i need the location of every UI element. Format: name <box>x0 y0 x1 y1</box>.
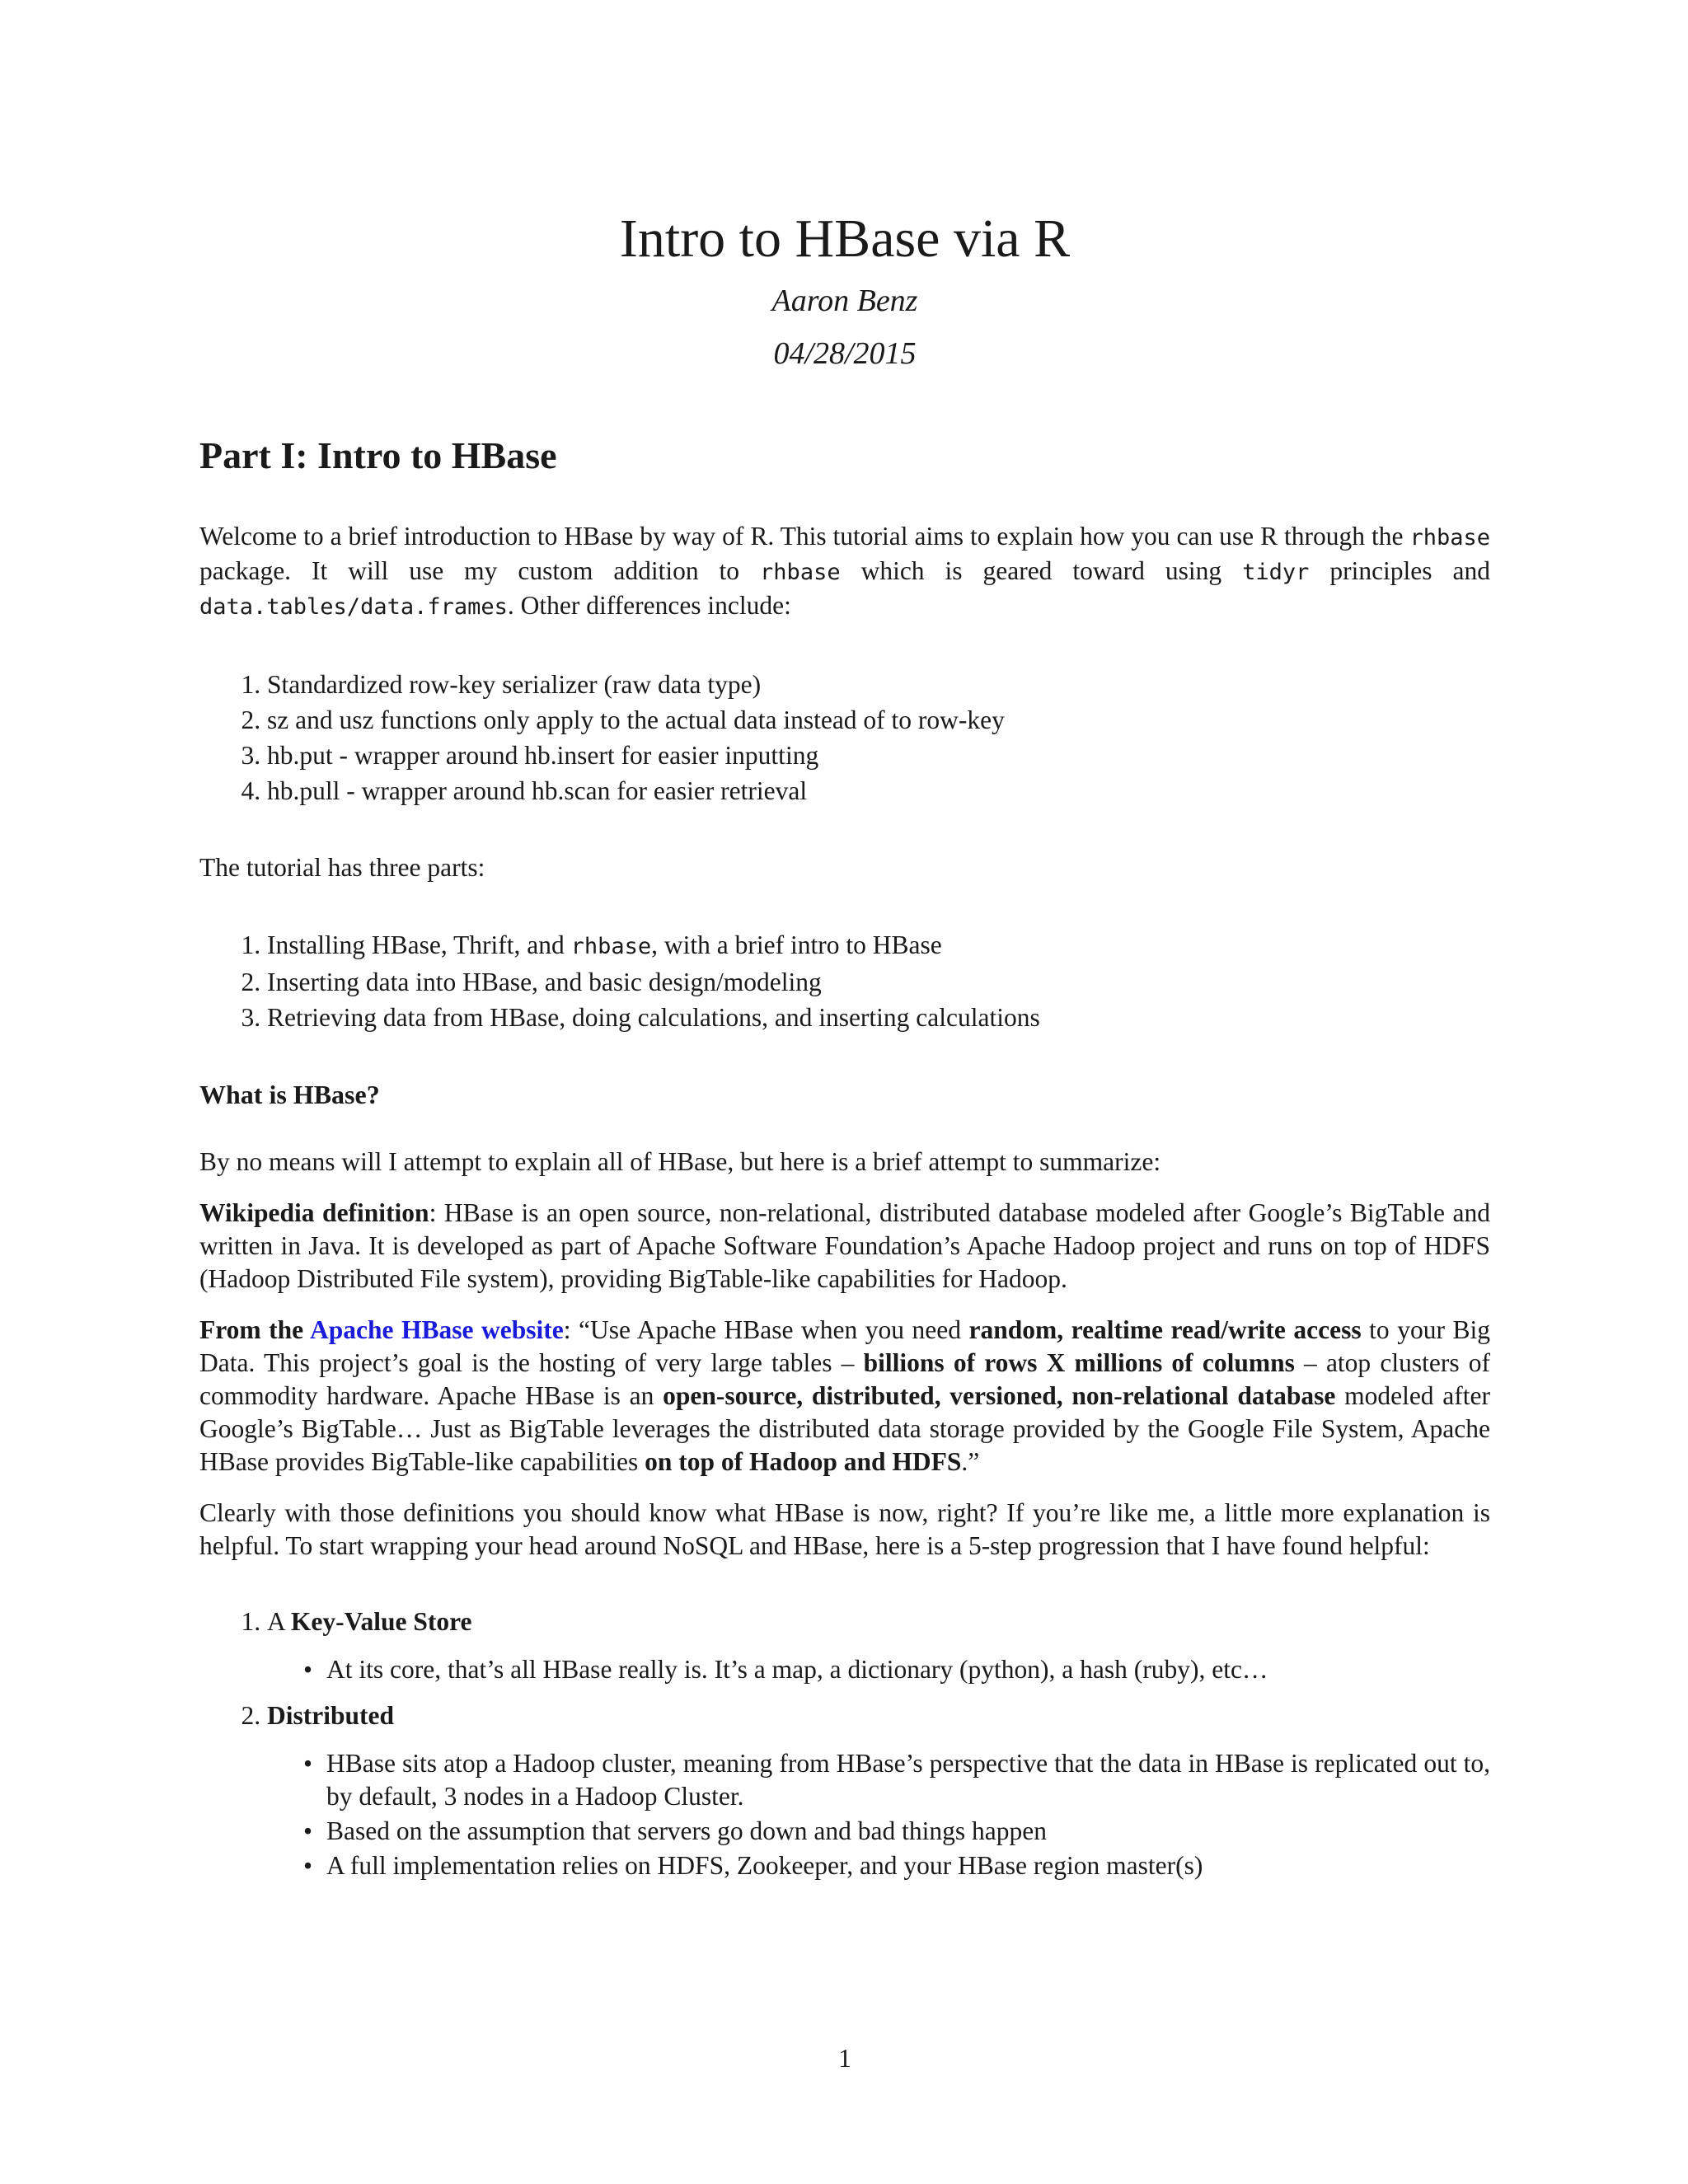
document-body <box>199 433 1490 1896</box>
summary-lead: By no means will I attempt to explain all of HBase, but here is a brief attempt to summarize: <box>199 1147 1161 1176</box>
bullet-list <box>267 1653 1490 1686</box>
title-block <box>199 206 1490 373</box>
tutorial-parts-list <box>199 927 1490 1035</box>
list-item: 1. Standardized row-key serializer (raw data type) <box>267 667 1490 702</box>
progression-paragraph: Clearly with those definitions you should know what HBase is now, right? If you’re like me, a little more explanation is helpful. To start wrapping your head around NoSQL and HBase, here is a 5-step progression that I have found helpful: <box>199 1498 1490 1560</box>
code-rhbase: rhbase <box>1409 525 1490 551</box>
list-item: 1. Installing HBase, Thrift, and rhbase, with a brief intro to HBase <box>267 927 1490 964</box>
apache-hbase-website-link[interactable]: Apache HBase website <box>309 1315 564 1344</box>
section-heading-part-1: Part I: Intro to HBase <box>199 434 557 476</box>
page-number: 1 <box>838 2044 851 2073</box>
list-item: 4. hb.pull - wrapper around hb.scan for easier retrieval <box>267 773 1490 808</box>
step-title: Key-Value Store <box>290 1607 472 1636</box>
step-key-value-store: 1. A Key-Value Store • At its core, that’s all HBase really is. It’s a map, a dictionary (python), a hash (ruby), etc… <box>267 1605 1490 1686</box>
list-item: 2. Inserting data into HBase, and basic design/modeling <box>267 964 1490 1000</box>
code-rhbase: rhbase <box>760 560 841 585</box>
progression-steps-list <box>199 1605 1490 1882</box>
list-item: 2. sz and usz functions only apply to the actual data instead of to row-key <box>267 702 1490 738</box>
document-author: Aaron Benz <box>771 284 918 318</box>
bullet-item: • A full implementation relies on HDFS, Zookeeper, and your HBase region master(s) <box>326 1849 1490 1882</box>
differences-list <box>199 667 1490 808</box>
code-data-tables: data.tables/data.frames <box>199 594 508 620</box>
step-title: Distributed <box>267 1701 395 1730</box>
wikipedia-label: Wikipedia definition <box>199 1198 429 1227</box>
step-distributed <box>267 1699 1490 1882</box>
parts-intro: The tutorial has three parts: <box>199 853 485 882</box>
list-item: 3. Retrieving data from HBase, doing calculations, and inserting calculations <box>267 1000 1490 1035</box>
bullet-item: • HBase sits atop a Hadoop cluster, meaning from HBase’s perspective that the data in HBase is replicated out to, by default, 3 nodes in a Hadoop Cluster. <box>326 1747 1490 1813</box>
list-item: 3. hb.put - wrapper around hb.insert for easier inputting <box>267 738 1490 773</box>
code-rhbase: rhbase <box>570 934 652 959</box>
document-title: Intro to HBase via R <box>619 209 1071 269</box>
code-tidyr: tidyr <box>1242 560 1310 585</box>
document-date: 04/28/2015 <box>773 336 917 371</box>
apache-definition: From the Apache HBase website: “Use Apache HBase when you need random, realtime read/write access to your Big Data. This project’s goal is the hosting of very large tables – billions of rows X millions of columns – atop clusters of commodity hardware. Apache HBase is an open-source, distributed, versioned, non-relational database modeled after Google’s BigTable… Just as BigTable leverages the distributed data storage provided by the Google File System, Apache HBase provides BigTable-like capabilities on top of Hadoop and HDFS.” <box>199 1315 1490 1476</box>
bullet-item: • Based on the assumption that servers go down and bad things happen <box>326 1815 1490 1848</box>
bullet-item: • At its core, that’s all HBase really is. It’s a map, a dictionary (python), a hash (ruby), etc… <box>326 1653 1490 1686</box>
subsection-heading-what-is-hbase: What is HBase? <box>199 1080 380 1109</box>
wikipedia-definition: Wikipedia definition: HBase is an open source, non-relational, distributed database modeled after Google’s BigTable and written in Java. It is developed as part of Apache Software Foundation’s Apache Hadoop project and runs on top of HDFS (Hadoop Distributed File system), providing BigTable-like capabilities for Hadoop. <box>199 1198 1490 1293</box>
document-page <box>199 0 1490 2184</box>
bullet-list <box>267 1747 1490 1882</box>
intro-paragraph: Welcome to a brief introduction to HBase by way of R. This tutorial aims to explain how you can use R through the rhbase package. It will use my custom addition to rhbase which is geared toward using tidyr principles and data.tables/data.frames. Other differences include: <box>199 522 1490 620</box>
